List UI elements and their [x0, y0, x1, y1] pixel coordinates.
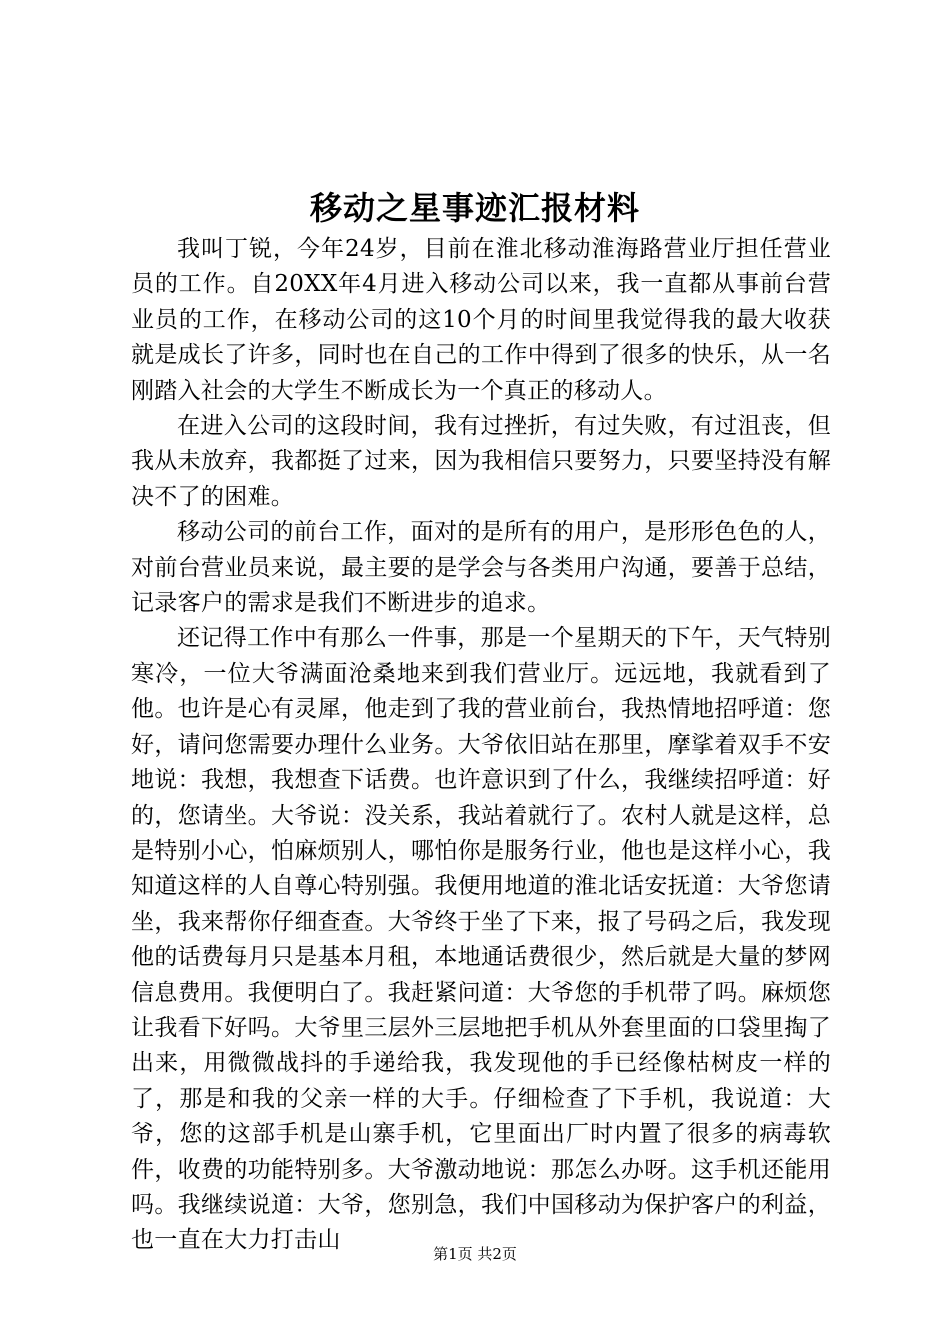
document-title: 移动之星事迹汇报材料 [309, 189, 640, 227]
paragraph-setbacks: 在进入公司的这段时间，我有过挫折，有过失败，有过沮丧，但我从未放弃，我都挺了过来，因为我相信只要努力，只要坚持没有解决不了的困难。 [131, 413, 831, 510]
page-number: 第1页 共2页 [433, 1245, 517, 1263]
document-body [131, 232, 831, 1259]
paragraph-intro: 我叫丁锐，今年24岁，目前在淮北移动淮海路营业厅担任营业员的工作。自20XX年4月进入移动公司以来，我一直都从事前台营业员的工作，在移动公司的这10个月的时间里我觉得我的最大收获就是成长了许多，同时也在自己的工作中得到了很多的快乐，从一名刚踏入社会的大学生不断成长为一个真正的移动人。 [131, 236, 831, 404]
paragraph-front-desk: 移动公司的前台工作，面对的是所有的用户，是形形色色的人，对前台营业员来说，最主要的是学会与各类用户沟通，要善于总结，记录客户的需求是我们不断进步的追求。 [131, 519, 831, 617]
paragraph-story: 还记得工作中有那么一件事，那是一个星期天的下午，天气特别寒冷，一位大爷满面沧桑地来到我们营业厅。远远地，我就看到了他。也许是心有灵犀，他走到了我的营业前台，我热情地招呼道：您好，请问您需要办理什么业务。大爷依旧站在那里，摩挲着双手不安地说：我想，我想查下话费。也许意识到了什么，我继续招呼道：好的，您请坐。大爷说：没关系，我站着就行了。农村人就是这样，总是特别小心，怕麻烦别人，哪怕你是服务行业，他也是这样小心，我知道这样的人自尊心特别强。我便用地道的淮北话安抚道：大爷您请坐，我来帮你仔细查查。大爷终于坐了下来，报了号码之后，我发现他的话费每月只是基本月租，本地通话费很少，然后就是大量的梦网信息费用。我便明白了。我赶紧问道：大爷您的手机带了吗。麻烦您让我看下好吗。大爷里三层外三层地把手机从外套里面的口袋里掏了出来，用微微战抖的手递给我，我发现他的手已经像枯树皮一样的了，那是和我的父亲一样的大手。仔细检查了下手机，我说道：大爷，您的这部手机是山寨手机，它里面出厂时内置了很多的病毒软件，收费的功能特别多。大爷激动地说：那怎么办呀。这手机还能用吗。我继续说道：大爷，您别急，我们中国移动为保护客户的利益，也一直在大力打击山 [131, 625, 831, 1254]
